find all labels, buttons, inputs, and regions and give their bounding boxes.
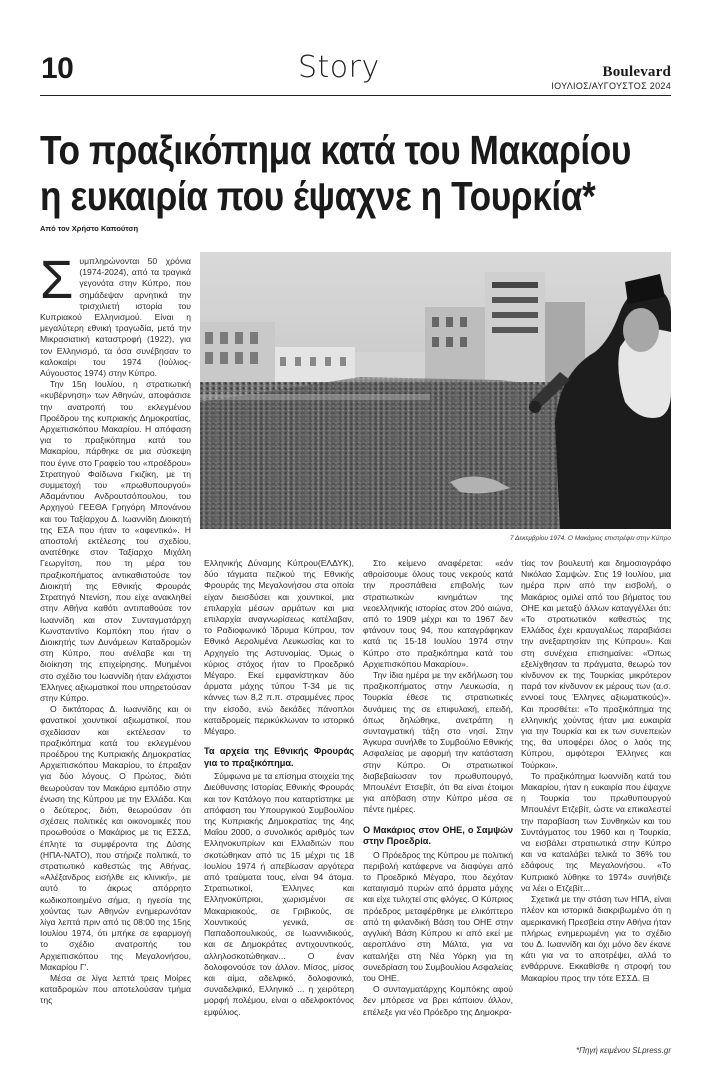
- headline-line-2: η ευκαιρία που έψαχνε η Τουρκία*: [40, 173, 596, 219]
- source-footnote: *Πηγή κειμένου SLpress.gr: [576, 1046, 671, 1055]
- photo-caption: 7 Δεκεμβρίου 1974. Ο Μακάριος επιστρέφει στην Κύπρο: [509, 535, 671, 542]
- paragraph: Σύμφωνα με τα επίσημα στοιχεία της Διεύθυνσης Ιστορίας Εθνικής Φρουράς και τον Κατάλογο που καταρτίστηκε με απόφαση του Υπουργικού Συμβουλίου της Κυπριακής Δημοκρατίας της 4ης Μαΐου 2000, ο συνολικός αριθμός των Ελληνοκυπρίων και Ελλαδιτών που σκοτώθηκαν από τις 15 μέχρι τις 18 Ιουλίου 1974 ή απεβίωσαν αργότερα από τραύματα τους, είναι 94 άτομα. Στρατιωτικοί, Έλληνες και Ελληνοκύπριοι, χωρισμένοι σε Μακαριακούς, σε Γριβικούς, σε Χουντικούς γενικά, σε Παπαδοπουλικούς, σε Ιωαννιδικούς, και σε Δημοκράτες αντιχουντικούς, αλληλοσκοτώθηκαν... Ο έναν δολοφονούσε τον άλλον. Μίσος, μίσος και αίμα, αδελφικό, δολοφονικό, συναδελφικό, Ελληνικό ... η χειρότερη μορφή πολέμου, είναι ο αδελφοκτόνος εμφύλιος.: [204, 771, 354, 1017]
- drop-cap: Σ: [40, 256, 74, 310]
- paragraph: Ελληνικής Δύναμης Κύπρου(ΕΛΔΥΚ), δύο τάγματα πεζικού της Εθνικής Φρουράς της Μεγαλονήσου στα οποία είχαν διεισδύσει και χουντικοί, μια επιλαρχία μέσων αρμάτων και μια επιλαρχία αναγνωρίσεως κατέλαβαν, το Ραδιοφωνικό Ίδρυμα Κύπρου, τον Εθνικό Αερολιμένα Λευκωσίας και το Αρχηγείο της Αστυνομίας. Όμως ο κύριος στόχος ήταν το Προεδρικό Μέγαρο. Εκεί εμφανίστηκαν δύο άρματα μάχης τύπου T-34 με τις κάννες των 8,2 π.π. στραμμένες προς την είσοδο, ενώ δεκάδες πάνοπλοι καταδρομείς περικύκλωναν το ιστορικό Μέγαρο.: [204, 558, 354, 737]
- crowd-photo-illustration: [200, 252, 671, 529]
- column-3: [363, 558, 513, 1048]
- paragraph: τίας τον βουλευτή και δημοσιογράφο Νικόλαο Σαμψών. Στις 19 Ιουλίου, μια ημέρα πριν από την εισβολή, ο Μακάριος ομιλεί από του βήματος του ΟΗΕ και μεταξύ άλλων καταγγέλλει ότι: «Το στρατιωτικόν καθεστώς της Ελλάδος έχει κραυγαλέως παραβιάσει την ανεξαρτησίαν της Κύπρου». Και στη συνέχεια επισημαίνει: «Όπως εξελίχθησαν τα πράγματα, θεωρώ τον κίνδυνον εκ της Τουρκίας μικρότερον παρά τον κίνδυνον εκ μέρους των (α.σ. εννοεί τους Έλληνες αξιωματικούς)». Και προσθέτει: «Το πραξικόπημα της ελληνικής χούντας ήταν μια ευκαιρία για την Τουρκία και εκ των συνεπειών της, θα υποφέρει όλος ο λαός της Κύπρου, αμφότεροι Έλληνες και Τούρκοι».: [521, 558, 671, 770]
- paragraph: Σχετικά με την στάση των ΗΠΑ, είναι πλέον και ιστορικά διακριβωμένο ότι η αμερικανική Πρεσβεία στην Αθήνα ήταν πλήρως ενημερωμένη για το σχέδιο του Δ. Ιωαννίδη και όχι μόνο δεν έκανε κάτι για να το αποτρέψει, αλλά το ενθάρρυνε. Εκκαθίσθε η στροφή του Μακαρίου προς την τότε ΕΣΣΔ. ⊟: [521, 894, 671, 983]
- paragraph: Το πραξικόπημα Ιωαννίδη κατά του Μακαρίου, ήταν η ευκαιρία που έψαχνε η Τουρκία του πρωθυπουργού Μπουλέντ Ετζεβίτ, ώστε να επικαλεστεί την παραβίαση των Συνθηκών και του Συντάγματος του 1960 και η Τουρκία, να εισβάλει στρατιωτικά στην Κύπρο και να καταλάβει τελικά το 36% του εδάφους της Μεγαλονήσου. «Το Κυπριακό λύθηκε το 1974» συνήθιζε να λέει ο Ετζεβίτ...: [521, 770, 671, 893]
- paragraph: Την 15η Ιουλίου, η στρατιωτική «κυβέρνηση» των Αθηνών, αποφάσισε την ανατροπή του εκλεγμένου Προέδρου της κυπριακής Δημοκρατίας, Αρχιεπισκόπου Μακαρίου. Η απόφαση για το πραξικόπημα κατά του Μακαρίου, πάρθηκε σε μια σύσκεψη που έγινε στο Γραφείο του «προέδρου» Στρατηγού Φαίδωνα Γκιζίκη, με τη συμμετοχή του «πρωθυπουργού» Αδαμάντιου Ανδρουτσόπουλου, του Αρχηγού ΓΕΕΘΑ Γρηγόρη Μπονάνου και του Ταξίαρχου Δ. Ιωαννίδη Διοικητή της ΕΣΑ που ήταν το «αφεντικό». Η αποστολή εκτέλεσης του σχεδίου, ανατέθηκε στον Ταξίαρχο Μιχάλη Γεωργίτση, που τη μέρα του πραξικοπήματος αντικαθιστούσε τον Διοικητή της Εθνικής Φρουράς Στρατηγό Ντενίση, που είχε ανακληθεί στην Αθήνα καθότι αντιπαθούσε τον Ιωαννίδη και στον Συνταγματάρχη Κωνσταντίνο Κομπόκη που ήταν ο Διοικητής των Δυνάμεων Καταδρομών στη Κύπρο, που ανέλαβε και τη διοίκηση της επιχείρησης. Μυημένοι στο σχέδιο του Ιωαννίδη ήταν ελάχιστοι Έλληνες αξιωματικοί που υπηρετούσαν στην Κύπρο.: [40, 379, 191, 703]
- page-number: 10: [41, 52, 74, 85]
- column-2: [204, 558, 354, 1048]
- paragraph: Ο Πρόεδρος της Κύπρου με πολιτική περιβολή κατάφερνε να διαφύγει από το Προεδρικό Μέγαρο, που δεχόταν καταιγισμό πυρών από άρματα μάχης και είχε τυλιχτεί στις φλόγες. Ο Κύπριος πρόεδρος μεταφέρθηκε με ελικόπτερο από τη φιλανδική Βάση του ΟΗΕ στην αγγλική Βάση Κύπρου κι από εκεί με αεροπλάνο στη Μάλτα, για να καταλήξει στη Νέα Υόρκη για τη συνεδρίαση του Συμβουλίου Ασφαλείας του ΟΗΕ.: [363, 849, 513, 983]
- paragraph: Συμπληρώνονται 50 χρόνια (1974-2024), από τα τραγικά γεγονότα στην Κύπρο, που σημάδεψαν αρνητικά την τρισχιλιετή ιστορία του Κυπριακού Ελληνισμού. Είναι η μεγαλύτερη εθνική τραγωδία, μετά την Μικρασιατική καταστροφή (1922), για τον Ελληνισμό, τα όσα συνέβησαν το καλοκαίρι του 1974 (Ιούλιος- Αύγουστος 1974) στην Κύπρο.: [40, 256, 191, 379]
- byline: Από τον Χρήστο Καπούτση: [40, 224, 139, 233]
- headline: [40, 127, 632, 219]
- column-4: [521, 558, 671, 1042]
- article-photo: [200, 252, 671, 529]
- paragraph: Ο δικτάτορας Δ. Ιωαννίδης και οι φανατικοί χουντικοί αξιωματικοί, που σχεδίασαν και εκτέλεσαν το πραξικόπημα κατά του εκλεγμένου προέδρου της Κυπριακής Δημοκρατίας Αρχιεπισκόπου Μακαρίου, το έπραξαν για δύο λόγους. Ο Πρώτος, διότι θεωρούσαν τον Μακάριο εμπόδιο στην ένωση της Κύπρου με την Ελλάδα. Και ο δεύτερος, διότι, θεωρούσαν ότι σχέσεις πολιτικές και οικονομικές που προωθούσε ο Μακάριος με τις ΕΣΣΔ, έπλητε τα συμφέροντα της Δύσης (ΗΠΑ-ΝΑΤΟ), που στήριζε πολιτικά, το στρατιωτικό καθεστώς της Αθήνας. «Αλέξανδρος εισήλθε εις κλινική», με αυτό το άκρως απόρρητο κωδικοποιημένο σήμα, η ηγεσία της χούντας των Αθηνών ενημερωνόταν λίγα λεπτά πριν από τις 08:00 της 15ης Ιουλίου 1974, ότι μπήκε σε εφαρμογή το σχέδιο ανατροπής του Αρχιεπισκόπου της Μεγαλονήσου, Μακαρίου Γ'.: [40, 704, 191, 972]
- brand-logo: Boulevard: [602, 64, 671, 80]
- column-1: [40, 256, 191, 1056]
- header-rule: [40, 95, 671, 96]
- issue-date: ΙΟΥΛΙΟΣ/ΑΥΓΟΥΣΤΟΣ 2024: [551, 81, 671, 91]
- paragraph: Την ίδια ημέρα με την εκδήλωση του πραξικοπήματος στην Λευκωσία, η Τουρκία έθεσε τις στρατιωτικές δυνάμεις της σε επιφυλακή, επειδή, όπως δηλώθηκε, ανετράπη η συνταγματική τάξη στο νησί. Στην Άγκυρα συνήλθε το Συμβούλιο Εθνικής Ασφαλείας με αφορμή την κατάσταση στην Κύπρο. Οι στρατιωτικοί διαβεβαίωσαν τον πρωθυπουργό, Μπουλέντ Ετσεβίτ, ότι θα είναι έτοιμοι για απόβαση στην Κύπρο μέσα σε πέντε ημέρες.: [363, 670, 513, 815]
- paragraph: Μέσα σε λίγα λεπτά τρεις Μοίρες καταδρομών που αποτελούσαν τμήμα της: [40, 973, 191, 1006]
- paragraph: Στο κείμενο αναφέρεται: «εάν αθροίσουμε όλους τους νεκρούς κατά την προσπάθεια επιβολής των στρατιωτικών κινημάτων της νεοελληνικής ιστορίας στον 20ό αιώνα, από το 1909 μέχρι και το 1967 δεν φτάνουν τους 94, που καταγράφηκαν κατά τις 15-18 Ιουλίου 1974 στην Κύπρο στο πραξικόπημα κατά του Αρχιεπισκόπου Μακαρίου».: [363, 558, 513, 669]
- subheading: Ο Μακάριος στον ΟΗΕ, ο Σαμψών στην Προεδρία.: [363, 824, 513, 847]
- paragraph: Ο συνταγματάρχης Κομπόκης αφού δεν μπόρεσε να βρει κάποιον άλλον, επέλεξε για νέο Πρόεδρο της Δημοκρα-: [363, 984, 513, 1017]
- section-title: Story: [298, 50, 380, 85]
- subheading: Τα αρχεία της Εθνικής Φρουράς για το πραξικόπημα.: [204, 746, 354, 768]
- headline-line-1: Το πραξικόπημα κατά του Μακαρίου: [40, 127, 632, 173]
